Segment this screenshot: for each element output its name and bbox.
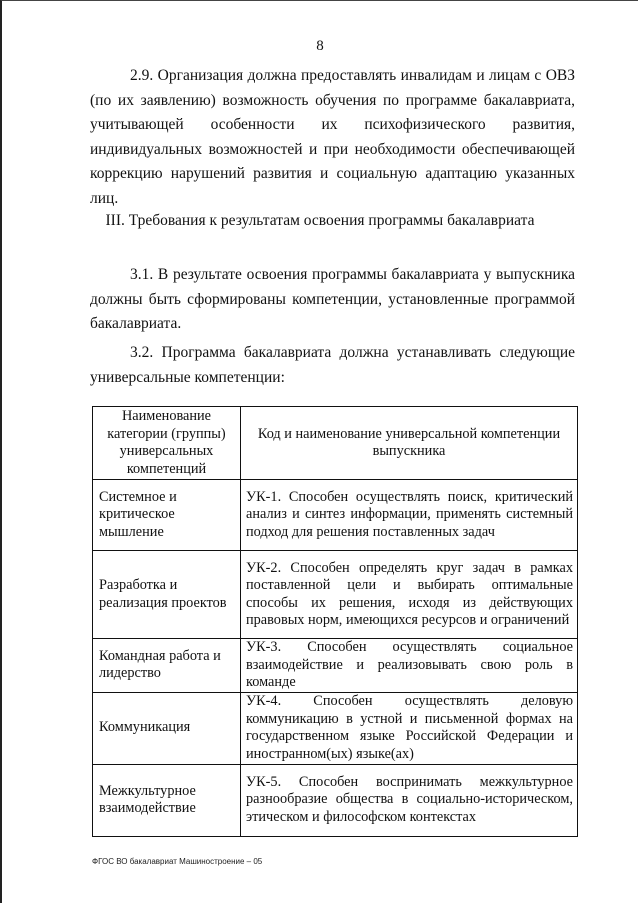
header-category: Наименование категории (группы) универсальных компетенций: [93, 407, 241, 480]
category-cell: Системное и критическое мышление: [93, 480, 241, 551]
description-cell: УК-2. Способен определять круг задач в рамках поставленной цели и выбирать оптимальные способы их решения, исходя из действующих правовых норм, имеющихся ресурсов и ограничений: [241, 551, 578, 639]
category-cell: Командная работа и лидерство: [93, 639, 241, 693]
paragraph-2-9: 2.9. Организация должна предоставлять инвалидам и лицам с ОВЗ (по их заявлению) возможность обучения по программе бакалавриата, учитывающей особенности их психофизического развития, индивидуальных возможностей и при необходимости обеспечивающей коррекцию нарушений развития и социальную адаптацию указанных лиц.: [90, 67, 575, 207]
table-header-row: [93, 407, 578, 480]
description-cell: УК-3. Способен осуществлять социальное взаимодействие и реализовывать свою роль в команде: [241, 639, 578, 693]
paragraph-3-1: 3.1. В результате освоения программы бакалавриата у выпускника должны быть сформированы компетенции, установленные программой бакалавриата.: [90, 266, 575, 332]
table-row: [93, 551, 578, 639]
header-competence: Код и наименование универсальной компетенции выпускника: [241, 407, 578, 480]
table-row: [93, 764, 578, 836]
competencies-table: [92, 406, 578, 837]
description-cell: УК-5. Способен воспринимать межкультурное разнообразие общества в социально-историческом, этическом и философском контекстах: [241, 764, 578, 836]
document-footer: ФГОС ВО бакалавриат Машиностроение – 05: [92, 857, 263, 866]
page-number: 8: [316, 38, 324, 54]
category-cell: Межкультурное взаимодействие: [93, 764, 241, 836]
table-row: [93, 480, 578, 551]
paragraph-3-2: 3.2. Программа бакалавриата должна устанавливать следующие универсальные компетенции:: [90, 344, 575, 386]
table-row: [93, 692, 578, 764]
category-cell: Коммуникация: [93, 692, 241, 764]
description-cell: УК-1. Способен осуществлять поиск, критический анализ и синтез информации, применять системный подход для решения поставленных задач: [241, 480, 578, 551]
category-cell: Разработка и реализация проектов: [93, 551, 241, 639]
description-cell: УК-4. Способен осуществлять деловую коммуникацию в устной и письменной формах на государственном языке Российской Федерации и иностранном(ых) языке(ах): [241, 692, 578, 764]
table-row: [93, 639, 578, 693]
section-heading: III. Требования к результатам освоения программы бакалавриата: [105, 212, 535, 229]
